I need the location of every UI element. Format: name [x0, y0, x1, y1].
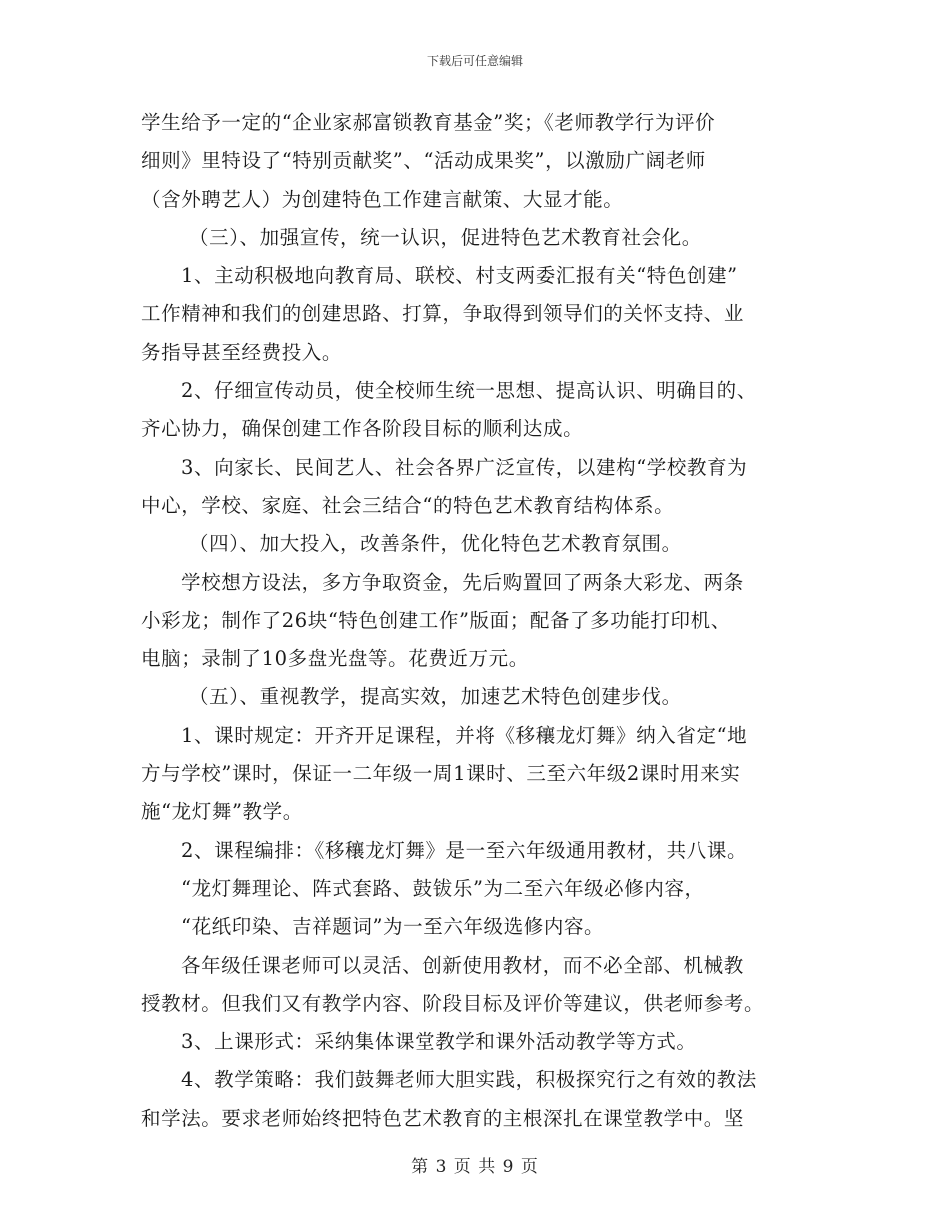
text-line: 2、仔细宣传动员，使全校师生统一思想、提高认识、明确目的、 [181, 379, 757, 403]
text-line: 中心，学校、家庭、社会三结合“的特色艺术教育结构体系。 [141, 493, 675, 517]
document-body [141, 104, 811, 1138]
text-line: 细则》里特设了“特别贡献奖”、“活动成果奖”，以激励广阔老师 [141, 149, 706, 173]
text-line: 授教材。但我们又有教学内容、阶段目标及评价等建议，供老师参考。 [141, 991, 765, 1015]
text-line: （三）、加强宣传，统一认识，促进特色艺术教育社会化。 [189, 225, 702, 249]
text-line: （四）、加大投入，改善条件，优化特色艺术教育氛围。 [189, 532, 682, 556]
text-line: 3、上课形式：采纳集体课堂教学和课外活动教学等方式。 [181, 1030, 697, 1054]
text-line: 齐心协力，确保创建工作各阶段目标的顺利达成。 [141, 417, 584, 441]
page-footer: 第 3 页 共 9 页 [411, 1157, 539, 1177]
text-line: （含外聘艺人）为创建特色工作建言献策、大显才能。 [141, 187, 624, 211]
text-line: 电脑；录制了10多盘光盘等。花费近万元。 [141, 647, 529, 671]
text-line: 方与学校”课时，保证一二年级一周1课时、三至六年级2课时用来实 [141, 762, 741, 786]
text-line: “花纸印染、吉祥题词”为一至六年级选修内容。 [181, 915, 605, 939]
text-line: 工作精神和我们的创建思路、打算，争取得到领导们的关怀支持、业 [141, 302, 745, 326]
text-line: 务指导甚至经费投入。 [141, 340, 343, 364]
text-line: “龙灯舞理论、阵式套路、鼓钹乐”为二至六年级必修内容， [181, 876, 705, 900]
text-line: 2、课程编排：《移穰龙灯舞》是一至六年级通用教材，共八课。 [181, 838, 748, 862]
text-line: 1、课时规定：开齐开足课程，并将《移穰龙灯舞》纳入省定“地 [181, 723, 748, 747]
text-line: 各年级任课老师可以灵活、创新使用教材，而不必全部、机械教 [181, 953, 744, 977]
text-line: 1、主动积极地向教育局、联校、村支两委汇报有关“特色创建” [181, 264, 738, 288]
page-header: 下载后可任意编辑 [426, 54, 523, 68]
text-line: 4、教学策略：我们鼓舞老师大胆实践，积极探究行之有效的教法 [181, 1068, 757, 1092]
text-line: 和学法。要求老师始终把特色艺术教育的主根深扎在课堂教学中。坚 [141, 1106, 745, 1130]
text-line: 施“龙灯舞”教学。 [141, 800, 303, 824]
text-line: 小彩龙；制作了26块“特色创建工作”版面；配备了多功能打印机、 [141, 608, 731, 632]
text-line: 3、向家长、民间艺人、社会各界广泛宣传，以建构“学校教育为 [181, 455, 748, 479]
text-line: 学校想方设法，多方争取资金，先后购置回了两条大彩龙、两条 [181, 570, 744, 594]
text-line: 学生给予一定的“企业家郝富锁教育基金”奖；《老师教学行为评价 [141, 111, 716, 134]
text-line: （五）、重视教学，提高实效，加速艺术特色创建步伐。 [189, 685, 682, 709]
